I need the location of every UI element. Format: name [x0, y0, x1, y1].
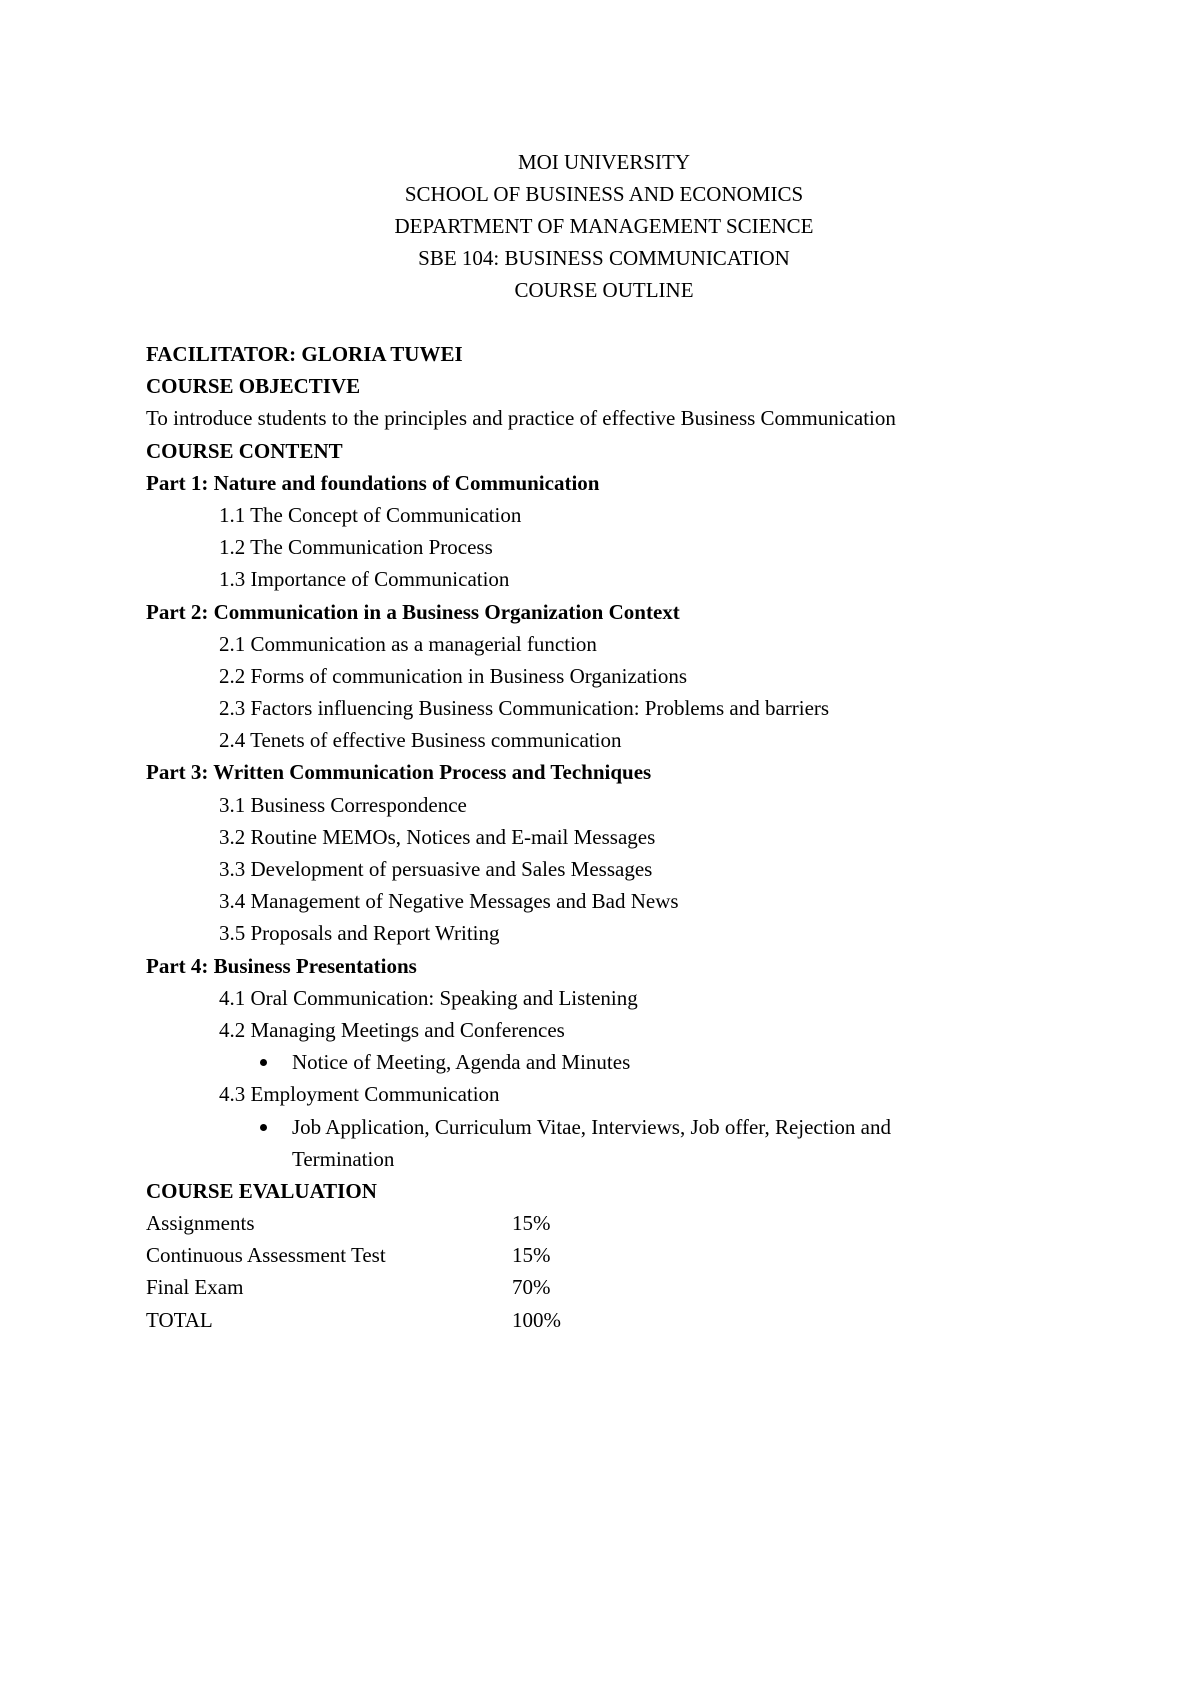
part-2-item: 2.3 Factors influencing Business Communication: Problems and barriers — [219, 696, 830, 721]
school-name: SCHOOL OF BUSINESS AND ECONOMICS — [404, 182, 804, 206]
department-name: DEPARTMENT OF MANAGEMENT SCIENCE — [394, 214, 814, 238]
evaluation-value: 70% — [512, 1275, 551, 1300]
part-1-title: Part 1: Nature and foundations of Communication — [146, 470, 600, 495]
part-4-item: 4.3 Employment Communication — [219, 1082, 500, 1107]
objective-text: To introduce students to the principles and practice of effective Business Communication — [146, 406, 896, 431]
evaluation-row — [146, 1207, 1146, 1239]
course-title: SBE 104: BUSINESS COMMUNICATION — [418, 246, 790, 270]
bullet-icon — [260, 1059, 267, 1066]
evaluation-value: 100% — [512, 1307, 561, 1332]
part-3-item: 3.2 Routine MEMOs, Notices and E-mail Messages — [219, 824, 656, 849]
bullet-item — [146, 1111, 1146, 1143]
evaluation-value: 15% — [512, 1243, 551, 1268]
bullet-text: Job Application, Curriculum Vitae, Interviews, Job offer, Rejection and — [292, 1114, 891, 1139]
university-name: MOI UNIVERSITY — [517, 150, 691, 174]
part-3-item: 3.3 Development of persuasive and Sales Messages — [219, 857, 653, 881]
document-body — [146, 338, 1146, 1336]
evaluation-row — [146, 1304, 1146, 1336]
part-1-item: 1.2 The Communication Process — [219, 535, 493, 560]
part-2-title: Part 2: Communication in a Business Organization Context — [146, 599, 680, 624]
document-title: COURSE OUTLINE — [514, 278, 694, 302]
part-2-item: 2.1 Communication as a managerial function — [219, 631, 597, 656]
document-header — [0, 146, 1200, 306]
part-2-item: 2.4 Tenets of effective Business communication — [219, 728, 622, 753]
part-4-item: 4.2 Managing Meetings and Conferences — [219, 1017, 565, 1042]
evaluation-label: Assignments — [146, 1211, 255, 1236]
evaluation-row — [146, 1239, 1146, 1271]
evaluation-label: Final Exam — [146, 1275, 244, 1300]
evaluation-value: 15% — [512, 1211, 551, 1236]
bullet-item — [146, 1046, 1146, 1078]
part-1-item: 1.1 The Concept of Communication — [219, 502, 522, 527]
bullet-text: Notice of Meeting, Agenda and Minutes — [292, 1050, 631, 1075]
part-3-item: 3.1 Business Correspondence — [219, 792, 467, 817]
content-heading: COURSE CONTENT — [146, 438, 343, 463]
part-2-item: 2.2 Forms of communication in Business Organizations — [219, 663, 687, 688]
part-4-title: Part 4: Business Presentations — [146, 953, 417, 978]
part-1-item: 1.3 Importance of Communication — [219, 567, 510, 592]
part-3-item: 3.5 Proposals and Report Writing — [219, 921, 500, 946]
bullet-text-continued: Termination — [292, 1146, 395, 1171]
bullet-icon — [260, 1124, 267, 1131]
part-4-item: 4.1 Oral Communication: Speaking and Listening — [219, 985, 638, 1010]
evaluation-label: Continuous Assessment Test — [146, 1243, 386, 1268]
facilitator: FACILITATOR: GLORIA TUWEI — [146, 342, 463, 366]
part-3-title: Part 3: Written Communication Process and Techniques — [146, 760, 652, 785]
evaluation-heading: COURSE EVALUATION — [146, 1178, 377, 1203]
part-3-item: 3.4 Management of Negative Messages and Bad News — [219, 889, 679, 914]
evaluation-label: TOTAL — [146, 1307, 213, 1332]
evaluation-row — [146, 1271, 1146, 1303]
objective-heading: COURSE OBJECTIVE — [146, 374, 361, 399]
